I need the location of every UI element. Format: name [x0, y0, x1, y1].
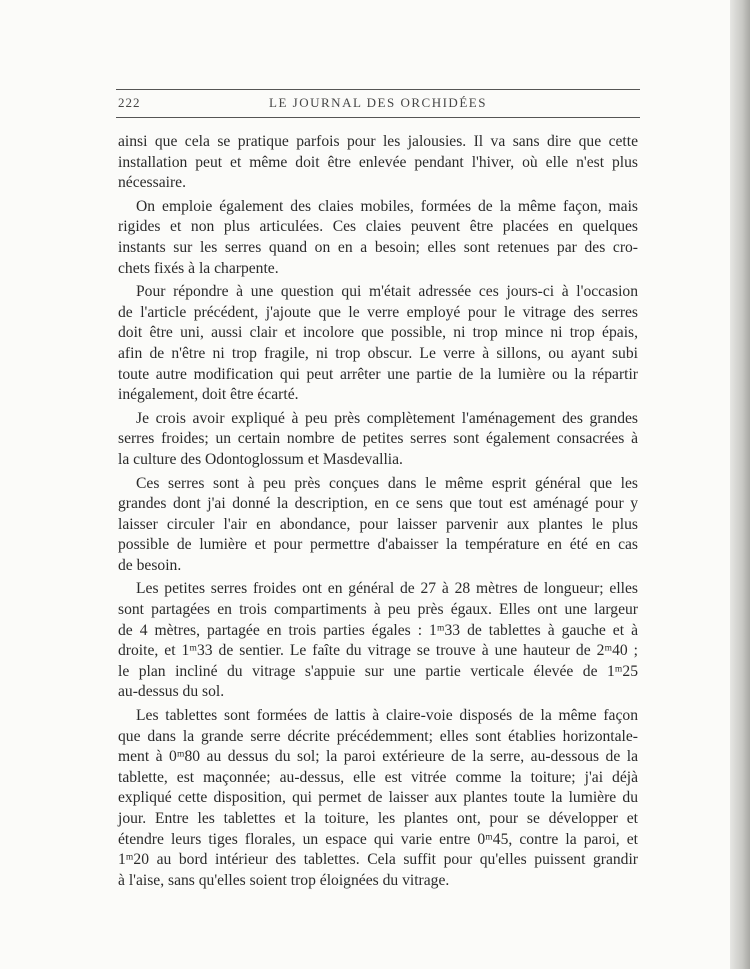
header-rule-top [116, 89, 640, 90]
text-line: toute autre modification qui peut arrêter une partie de la lumière ou la répartir [118, 365, 638, 383]
text-line: installation peut et même doit être enlevée pendant l'hiver, où elle n'est plus [118, 153, 638, 171]
text-line: que dans la grande serre décrite précédemment; elles sont établies horizontale- [118, 727, 638, 745]
text-line: Je crois avoir expliqué à peu près complètement l'aménagement des grandes [136, 409, 638, 427]
text-line: chets fixés à la charpente. [118, 259, 279, 277]
text-line: Ces serres sont à peu près conçues dans le même esprit général que les [136, 474, 638, 492]
text-line: le plan incliné du vitrage s'appuie sur une partie verticale élevée de 1ᵐ25 [118, 662, 638, 680]
text-line: jour. Entre les tablettes et la toiture, les plantes ont, pour se développer et [118, 810, 638, 827]
text-line: Les tablettes sont formées de lattis à claire-voie disposés de la même façon [136, 707, 638, 725]
text-line: de besoin. [118, 556, 182, 574]
text-line: de l'article précédent, j'ajoute que le verre employé pour le vitrage des serres [118, 303, 638, 321]
paragraph [118, 132, 638, 194]
text-line: rigides et non plus articulées. Ces claies peuvent être placées en quelques [118, 218, 638, 236]
text-line: Pour répondre à une question qui m'était adressée ces jours-ci à l'occasion [136, 283, 638, 301]
article-body [118, 132, 638, 894]
text-line: inégalement, doit être écarté. [118, 386, 299, 404]
text-line: On emploie également des claies mobiles, formées de la même façon, mais [136, 197, 638, 215]
text-line: tablette, est maçonnée; au-dessus, elle est vitrée comme la toiture; j'ai déjà [118, 768, 638, 786]
paragraph [118, 282, 638, 406]
paragraph [118, 474, 638, 577]
paragraph [118, 197, 638, 279]
text-line: laisser circuler l'air en abondance, pour laisser parvenir aux plantes le plus [118, 515, 638, 533]
text-line: possible de lumière et pour permettre d'abaisser la température en été en cas [118, 536, 638, 554]
text-line: la culture des Odontoglossum et Masdevallia. [118, 450, 403, 468]
text-line: au-dessus du sol. [118, 683, 225, 701]
text-line: droite, et 1ᵐ33 de sentier. Le faîte du vitrage se trouve à une hauteur de 2ᵐ40 ; [118, 642, 638, 660]
journal-title: LE JOURNAL DES ORCHIDÉES [269, 95, 487, 110]
text-line: à l'aise, sans qu'elles soient trop éloignées du vitrage. [118, 871, 450, 889]
text-line: étendre leurs tiges florales, un espace qui varie entre 0ᵐ45, contre la paroi, et [118, 830, 638, 848]
text-line: sont partagées en trois compartiments à peu près égaux. Elles ont une largeur [118, 601, 638, 619]
text-line: serres froides; un certain nombre de petites serres sont également consacrées à [118, 430, 638, 448]
paragraph [118, 409, 638, 471]
running-header [116, 93, 640, 113]
text-line: de 4 mètres, partagée en trois parties égales : 1ᵐ33 de tablettes à gauche et à [118, 621, 638, 639]
page-number: 222 [118, 95, 141, 110]
text-line: grandes dont j'ai donné la description, en ce sens que tout est aménagé pour y [118, 495, 638, 513]
text-line: instants sur les serres quand on en a besoin; elles sont retenues par des cro- [118, 238, 638, 256]
text-line: ment à 0ᵐ80 au dessus du sol; la paroi extérieure de la serre, au-dessous de la [118, 748, 638, 766]
text-line: Les petites serres froides ont en général de 27 à 28 mètres de longueur; elles [136, 580, 638, 598]
header-rule-bottom [116, 117, 640, 118]
text-line: afin de n'être ni trop fragile, ni trop obscur. Le verre à sillons, ou ayant subi [118, 344, 638, 362]
paragraph [118, 706, 638, 891]
text-line: 1ᵐ20 au bord intérieur des tablettes. Cela suffit pour qu'elles puissent grandir [118, 851, 638, 869]
scan-edge [730, 0, 750, 969]
paragraph [118, 579, 638, 703]
text-line: expliqué cette disposition, qui permet de laisser aux plantes toute la lumière du [118, 789, 638, 807]
text-line: nécessaire. [118, 174, 186, 192]
text-line: doit être uni, aussi clair et incolore que possible, ni trop mince ni trop épais, [118, 324, 638, 342]
text-line: ainsi que cela se pratique parfois pour les jalousies. Il va sans dire que cette [118, 133, 638, 150]
